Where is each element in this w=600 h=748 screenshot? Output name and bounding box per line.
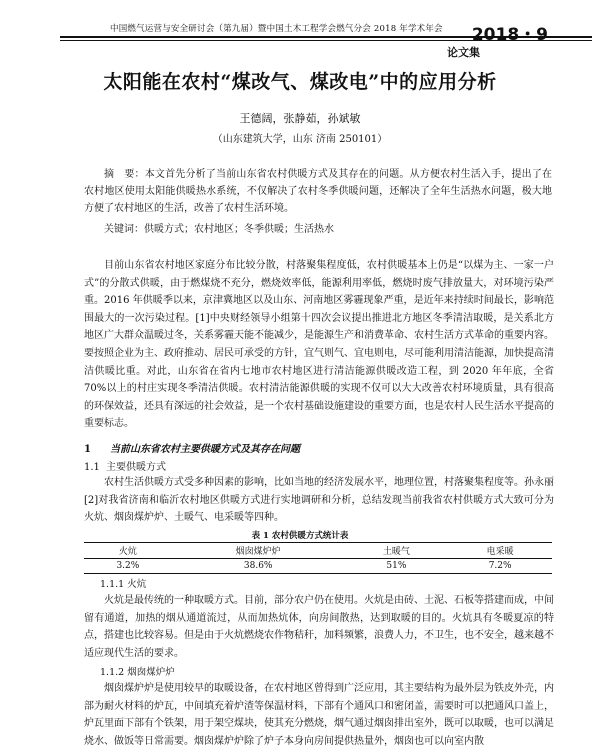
table-header-row (84, 543, 552, 559)
table-header-cell: 火炕 (118, 547, 137, 557)
header-rule-thick (60, 36, 592, 38)
section-1-1-paragraph: 农村生活供暖方式受多种因素的影响，比如当地的经济发展水平，地理位置，村落聚集程度等。孙永丽[2]对我省济南和临沂农村地区供暖方式进行实地调研和分析，总结发现当前我省农村供暖方式大致可分为火炕、烟囱煤炉炉、土暖气、电采暖等四种。 (84, 477, 554, 524)
table-cell: 3.2% (116, 561, 140, 571)
table-caption: 表 1 农村供暖方式统计表 (251, 531, 349, 541)
intro-paragraph: 目前山东省农村地区家庭分布比较分散，村落聚集程度低，农村供暖基本上仍是“以煤为主、一家一户式”的分散式供暖，由于燃煤烧不充分，燃烧效率低，能源利用率低，燃烧时废气排放量大，对环境污染严重。2016 年供暖季以来，京津冀地区以及山东、河南地区雾霾现象严重，是近年来持续时间最长，影响范围最大的一次污染过程。[1]中央财经领导小组第十四次会议提出推进北方地区冬季清洁取暖，是关系北方地区广大群众温暖过冬，关系雾霾天能不能减少，是能源生产和消费革命、农村生活方式革命的重要内容。要按照企业为主、政府推动、居民可承受的方针，宜气则气、宜电则电，尽可能利用清洁能源，加快提高清洁供暖比重。对此，山东省在省内七地市农村地区进行清洁能源供暖改造工程，到 2020 年年底，全省 70%以上的村庄实现冬季清洁供暖。农村清洁能源供暖的实现不仅可以大大改善农村环境质量，具有很高的环保效益，还具有深远的社会效益，是一个农村基础设施建设的重要方面，也是农村人民生活水平提高的重要标志。 (84, 260, 554, 430)
table-header-cell: 土暖气 (382, 547, 410, 557)
table-cell: 7.2% (488, 561, 512, 571)
section-1-1-2-paragraph: 烟囱煤炉炉是使用较早的取暖设备，在农村地区曾得到广泛应用，其主要结构为最外层为铁皮外壳，内部为耐火材料的炉瓦，中间填充着炉渣等保温材料，下部有个通风口和密闭盖，需要时可以把通风口盖上，炉瓦里面下部有个铁架，用于架空煤块，使其充分燃烧，烟气通过烟囱排出室外，既可以取暖，也可以满足烧水、做饭等日常需要。烟囱煤炉炉除了炉子本身向房间提供热量外，烟囱也可以向室内散 (84, 683, 554, 747)
section-number: 1.1 (84, 462, 100, 473)
keywords: 关键词：供暖方式；农村地区；冬季供暖；生活热水 (104, 224, 334, 235)
section-label: 论文集 (447, 46, 480, 59)
section-1-1-1-paragraph: 火炕是最传统的一种取暖方式。目前，部分农户仍在使用。火炕是由砖、土泥、石板等搭建而成，中间留有通道，加热的烟从通道流过，从而加热炕体，向房间散热，达到取暖的目的。火炕具有冬暖夏凉的特点，搭建也比较容易。但是由于火炕燃烧农作物秸秆，加料频繁，浪费人力，不卫生，也不安全，越来越不适应现代生活的要求。 (84, 595, 554, 659)
section-title: 当前山东省农村主要供暖方式及其存在问题 (110, 444, 300, 455)
section-1-1-2-heading: 1.1.2 烟囱煤炉炉 (100, 667, 175, 678)
affiliation: （山东建筑大学，山东 济南 250101） (212, 134, 388, 145)
table-row (84, 559, 552, 574)
abstract: 摘 要：本文首先分析了当前山东省农村供暖方式及其存在的问题。从方便农村生活入手，提出了在农村地区使用太阳能供暖热水系统，不仅解决了农村冬季供暖问题，还解决了全年生活热水问题，极大地方便了农村地区的生活，改善了农村生活环境。 (84, 169, 552, 214)
conference-name: 中国燃气运营与安全研讨会（第九届）暨中国土木工程学会燃气分会 2018 年学术年会 (110, 24, 443, 34)
table-cell: 51% (386, 561, 407, 571)
section-1-1-1-heading: 1.1.1 火炕 (100, 579, 147, 590)
table-header-cell: 烟囱煤炉炉 (235, 547, 281, 557)
heating-stats-table (84, 542, 552, 574)
section-1-heading (84, 440, 300, 455)
section-title: 主要供暖方式 (106, 462, 166, 473)
header-rule-thin (60, 40, 592, 41)
table-cell: 38.6% (243, 561, 273, 571)
author-list: 王德阔，张静茹，孙斌敏 (239, 112, 361, 125)
paper-title: 太阳能在农村“煤改气、煤改电”中的应用分析 (103, 71, 497, 93)
table-header-cell: 电采暖 (486, 547, 514, 557)
year-issue: 2018・9 (471, 25, 548, 45)
running-header (0, 0, 600, 60)
section-1-1-heading (84, 458, 166, 473)
section-number: 1 (84, 444, 91, 455)
